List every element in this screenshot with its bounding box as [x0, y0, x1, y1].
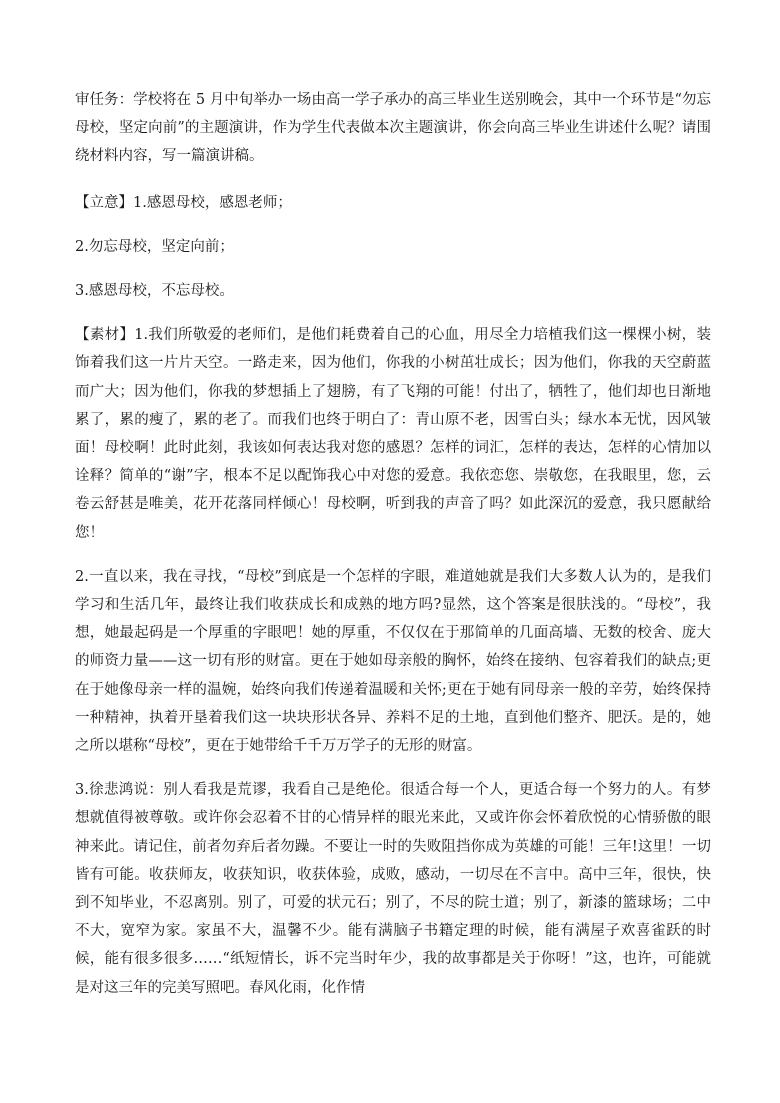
material-paragraph-1: 【素材】1.我们所敬爱的老师们，是他们耗费着自己的心血，用尽全力培植我们这一棵棵小树，装饰着我们这一片片天空。一路走来，因为他们，你我的小树茁壮成长；因为他们，你我的天空蔚蓝而广大；因为他们，你我的梦想插上了翅膀，有了飞翔的可能！付出了，牺牲了，他们却也日渐地累了，累的瘦了，累的老了。而我们也终于明白了：青山原不老，因雪白头；绿水本无忧，因风皱面！母校啊！此时此刻，我该如何表达我对您的感恩？怎样的词汇，怎样的表达，怎样的心情加以诠释？简单的“谢”字，根本不足以配饰我心中对您的爱意。我依恋您、崇敬您，在我眼里，您，云卷云舒甚是唯美，花开花落同样倾心！母校啊，听到我的声音了吗？如此深沉的爱意，我只愿献给您！	[75, 327, 711, 541]
lihyi-line-2: 2.勿忘母校，坚定向前；	[75, 238, 234, 255]
task-paragraph: 审任务：学校将在 5 月中旬举办一场由高一学子承办的高三毕业生送别晚会，其中一个环节是“勿忘母校，坚定向前”的主题演讲，作为学生代表做本次主题演讲，你会向高三毕业生讲述什么呢？请围绕材料内容，写一篇演讲稿。	[75, 92, 711, 165]
lihyi-line-1: 【立意】1.感恩母校，感恩老师；	[75, 194, 292, 211]
material-paragraph-3: 3.徐悲鸿说：别人看我是荒谬，我看自己是绝伦。很适合每一个人，更适合每一个努力的人。有梦想就值得被尊敬。或许你会忍着不甘的心情异样的眼光来此，又或许你会怀着欣悦的心情骄傲的眼神来此。请记住，前者勿弃后者勿躁。不要让一时的失败阻挡你成为英雄的可能！三年!这里！一切皆有可能。收获师友，收获知识，收获体验，成败，感动，一切尽在不言中。高中三年，很快，快到不知毕业，不忍离别。别了，可爱的状元石；别了，不尽的院士道；别了，新漆的篮球场；二中不大，宽窄为家。家虽不大，温馨不少。能有满脑子书籍定理的时候，能有满屋子欢喜雀跃的时候，能有很多很多……“纸短情长，诉不完当时年少，我的故事都是关于你呀！”这，也许，可能就是对这三年的完美写照吧。春风化雨，化作情	[75, 782, 711, 996]
material-paragraph-2: 2.一直以来，我在寻找，“母校”到底是一个怎样的字眼，难道她就是我们大多数人认为的，是我们学习和生活几年，最终让我们收获成长和成熟的地方吗?显然，这个答案是很肤浅的。“母校”，我想，她最起码是一个厚重的字眼吧！她的厚重，不仅仅在于那简单的几面高墙、无数的校舍、庞大的师资力量——这一切有形的财富。更在于她如母亲般的胸怀，始终在接纳、包容着我们的缺点;更在于她像母亲一样的温婉，始终向我们传递着温暖和关怀;更在于她有同母亲一般的辛劳，始终保持一种精神，执着开垦着我们这一块块形状各异、养料不足的土地，直到他们整齐、肥沃。是的，她之所以堪称“母校”，更在于她带给千千万万学子的无形的财富。	[75, 568, 711, 755]
lihyi-line-3: 3.感恩母校，不忘母校。	[75, 283, 234, 300]
document-page	[75, 86, 711, 1002]
